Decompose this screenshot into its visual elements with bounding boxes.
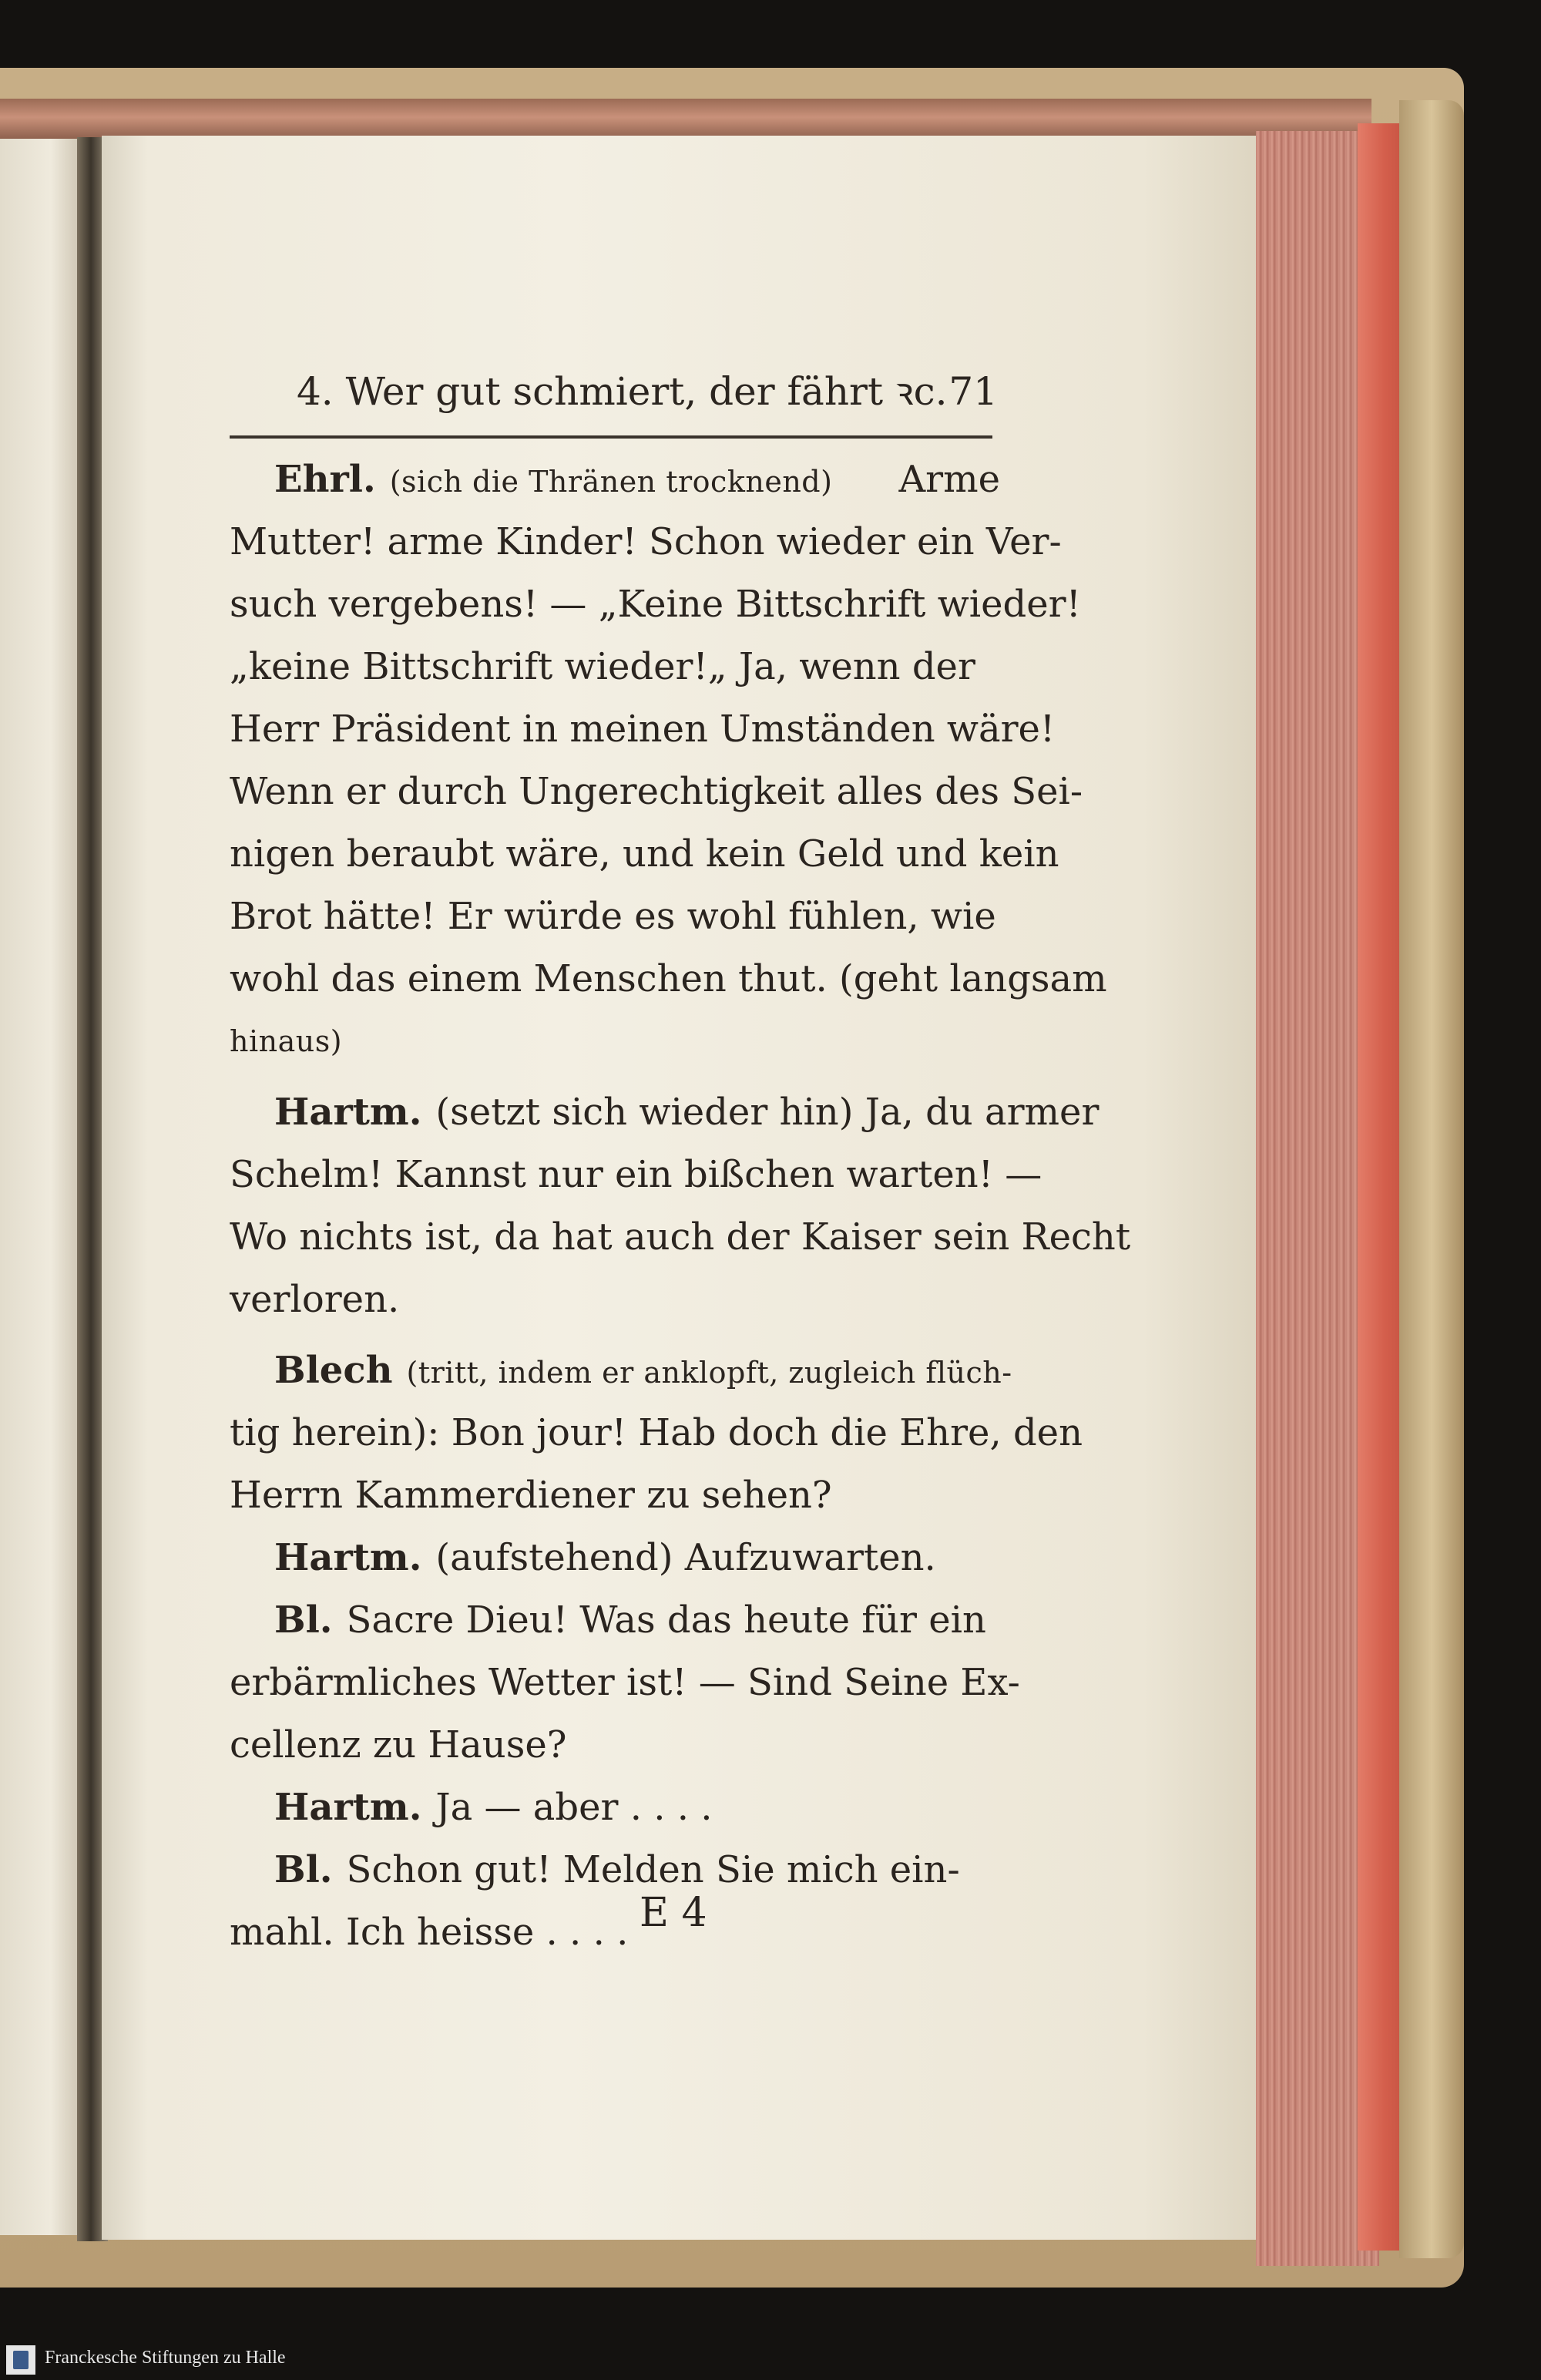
running-head-title: 4. Wer gut schmiert, der fährt ꝛc.: [297, 369, 948, 414]
line-text: Schon gut! Melden Sie mich ein-: [346, 1848, 960, 1891]
text-line: Mutter! arme Kinder! Schon wieder ein Ver-: [230, 520, 1062, 563]
foundation-logo-icon: [6, 2345, 35, 2375]
text-line: Herrn Kammerdiener zu sehen?: [230, 1474, 832, 1517]
text-line: [230, 1589, 1000, 1652]
text-line: [230, 1340, 1012, 1402]
cover-edge: [1399, 100, 1464, 2258]
text-line: erbärmliches Wetter ist! — Sind Seine Ex-: [230, 1661, 1020, 1704]
line-text: Arme: [898, 458, 1000, 501]
speaker-label: Blech: [274, 1349, 393, 1392]
text-line: verloren.: [230, 1278, 400, 1321]
text-line: nigen beraubt wäre, und kein Geld und kein: [230, 832, 1059, 876]
speaker-label: Ehrl.: [274, 458, 376, 501]
speaker-label: Hartm.: [274, 1536, 422, 1579]
text-line: [230, 1777, 1000, 1839]
signature-mark: E 4: [640, 1890, 707, 1936]
line-text: Sacre Dieu! Was das heute für ein: [346, 1598, 986, 1642]
line-text: (setzt sich wieder hin) Ja, du armer: [435, 1091, 1100, 1134]
text-line: Wenn er durch Ungerechtigkeit alles des Sei-: [230, 770, 1083, 813]
text-line: Wo nichts ist, da hat auch der Kaiser sein Recht: [230, 1215, 1131, 1259]
speaker-label: Bl.: [274, 1848, 333, 1891]
text-line: wohl das einem Menschen thut. (geht langsam: [230, 957, 1107, 1000]
line-text: Ja — aber . . . .: [435, 1786, 713, 1829]
text-line: Schelm! Kannst nur ein bißchen warten! —: [230, 1153, 1042, 1196]
red-page-edge: [1358, 123, 1402, 2251]
text-line: hinaus): [230, 1024, 343, 1058]
text-line: Herr Präsident in meinen Umständen wäre!: [230, 708, 1056, 751]
speaker-label: Bl.: [274, 1598, 333, 1642]
book-top-edge: [0, 99, 1371, 140]
line-text: (aufstehend) Aufzuwarten.: [435, 1536, 936, 1579]
running-head: [297, 361, 998, 422]
text-line: [230, 1527, 1000, 1589]
speaker-label: Hartm.: [274, 1786, 422, 1829]
footer-credit: Franckesche Stiftungen zu Halle: [45, 2348, 286, 2368]
stage-direction: (sich die Thränen trocknend): [389, 465, 833, 499]
speaker-label: Hartm.: [274, 1091, 422, 1134]
text-line: [230, 1081, 1100, 1144]
text-line: such vergebens! — „Keine Bittschrift wieder!: [230, 583, 1081, 626]
text-line: Brot hätte! Er würde es wohl fühlen, wie: [230, 895, 996, 938]
page-text: [230, 449, 1131, 1964]
page-number: 71: [948, 369, 998, 414]
text-line: mahl. Ich heisse . . . .: [230, 1911, 629, 1954]
text-line: [230, 449, 1000, 511]
header-rule: [230, 435, 992, 439]
text-line: „keine Bittschrift wieder!„ Ja, wenn der: [230, 645, 975, 688]
text-line: tig herein): Bon jour! Hab doch die Ehre, den: [230, 1411, 1083, 1454]
line-text: (tritt, indem er anklopft, zugleich flüch-: [406, 1356, 1012, 1390]
text-line: [230, 1839, 1000, 1901]
left-page: [0, 139, 85, 2235]
text-line: cellenz zu Hause?: [230, 1723, 567, 1767]
